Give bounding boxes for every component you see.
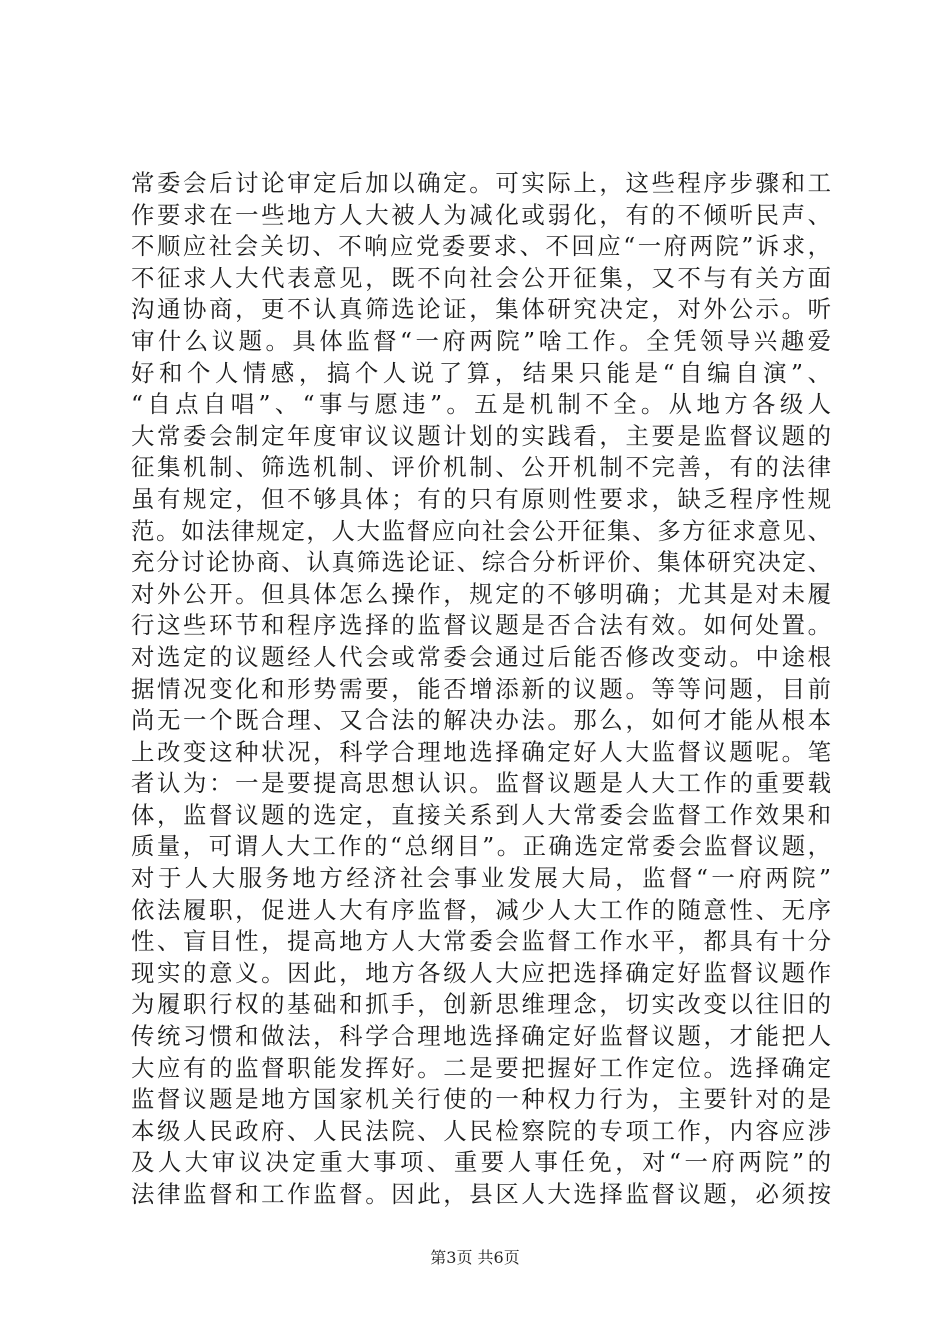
text-line: 监督议题是地方国家机关行使的一种权力行为，主要针对的是 <box>131 1085 831 1114</box>
text-line: 充分讨论协商、认真筛选论证、综合分析评价、集体研究决定、 <box>131 548 831 577</box>
text-line: 传统习惯和做法，科学合理地选择确定好监督议题，才能把人 <box>131 1022 831 1051</box>
text-line: 及人大审议决定重大事项、重要人事任免，对“一府两院”的 <box>131 1148 831 1177</box>
text-line: 不征求人大代表意见，既不向社会公开征集，又不与有关方面 <box>131 263 831 292</box>
text-line: 范。如法律规定，人大监督应向社会公开征集、多方征求意见、 <box>131 516 831 545</box>
text-line: 好和个人情感，搞个人说了算，结果只能是“自编自演”、 <box>131 358 831 387</box>
text-line: 尚无一个既合理、又合法的解决办法。那么，如何才能从根本 <box>131 706 831 735</box>
text-line: 征集机制、筛选机制、评价机制、公开机制不完善，有的法律 <box>131 453 831 482</box>
text-line: 大应有的监督职能发挥好。二是要把握好工作定位。选择确定 <box>131 1053 831 1082</box>
text-line: 大常委会制定年度审议议题计划的实践看，主要是监督议题的 <box>131 421 831 450</box>
text-line: 行这些环节和程序选择的监督议题是否合法有效。如何处置。 <box>131 611 831 640</box>
text-line: 不顺应社会关切、不响应党委要求、不回应“一府两院”诉求， <box>131 232 831 261</box>
text-line: 上改变这种状况，科学合理地选择确定好人大监督议题呢。笔 <box>131 737 831 766</box>
text-line: 审什么议题。具体监督“一府两院”啥工作。全凭领导兴趣爱 <box>131 326 831 355</box>
text-line: 法律监督和工作监督。因此，县区人大选择监督议题，必须按 <box>131 1180 831 1208</box>
text-line: 沟通协商，更不认真筛选论证，集体研究决定，对外公示。听 <box>131 295 831 324</box>
text-line: 对选定的议题经人代会或常委会通过后能否修改变动。中途根 <box>131 642 831 671</box>
text-line: 本级人民政府、人民法院、人民检察院的专项工作，内容应涉 <box>131 1116 831 1145</box>
text-line: 据情况变化和形势需要，能否增添新的议题。等等问题，目前 <box>131 674 831 703</box>
text-line: 对外公开。但具体怎么操作，规定的不够明确；尤其是对未履 <box>131 579 831 608</box>
text-line: 现实的意义。因此，地方各级人大应把选择确定好监督议题作 <box>131 958 831 987</box>
text-line: 虽有规定，但不够具体；有的只有原则性要求，缺乏程序性规 <box>131 484 831 513</box>
text-line: 常委会后讨论审定后加以确定。可实际上，这些程序步骤和工 <box>131 169 831 197</box>
text-line: 对于人大服务地方经济社会事业发展大局，监督“一府两院” <box>131 864 831 893</box>
text-line: 者认为：一是要提高思想认识。监督议题是人大工作的重要载 <box>131 769 831 798</box>
document-body <box>131 168 831 1211</box>
text-line: 质量，可谓人大工作的“总纲目”。正确选定常委会监督议题， <box>131 832 831 861</box>
text-line: 依法履职，促进人大有序监督，减少人大工作的随意性、无序 <box>131 895 831 924</box>
text-line: 作要求在一些地方人大被人为减化或弱化，有的不倾听民声、 <box>131 200 831 229</box>
text-line: 体，监督议题的选定，直接关系到人大常委会监督工作效果和 <box>131 800 831 829</box>
page-footer: 第3页 共6页 <box>430 1248 520 1267</box>
text-line: 为履职行权的基础和抓手，创新思维理念，切实改变以往旧的 <box>131 990 831 1019</box>
text-line: 性、盲目性，提高地方人大常委会监督工作水平，都具有十分 <box>131 927 831 956</box>
text-line: “自点自唱”、“事与愿违”。五是机制不全。从地方各级人 <box>131 390 831 419</box>
